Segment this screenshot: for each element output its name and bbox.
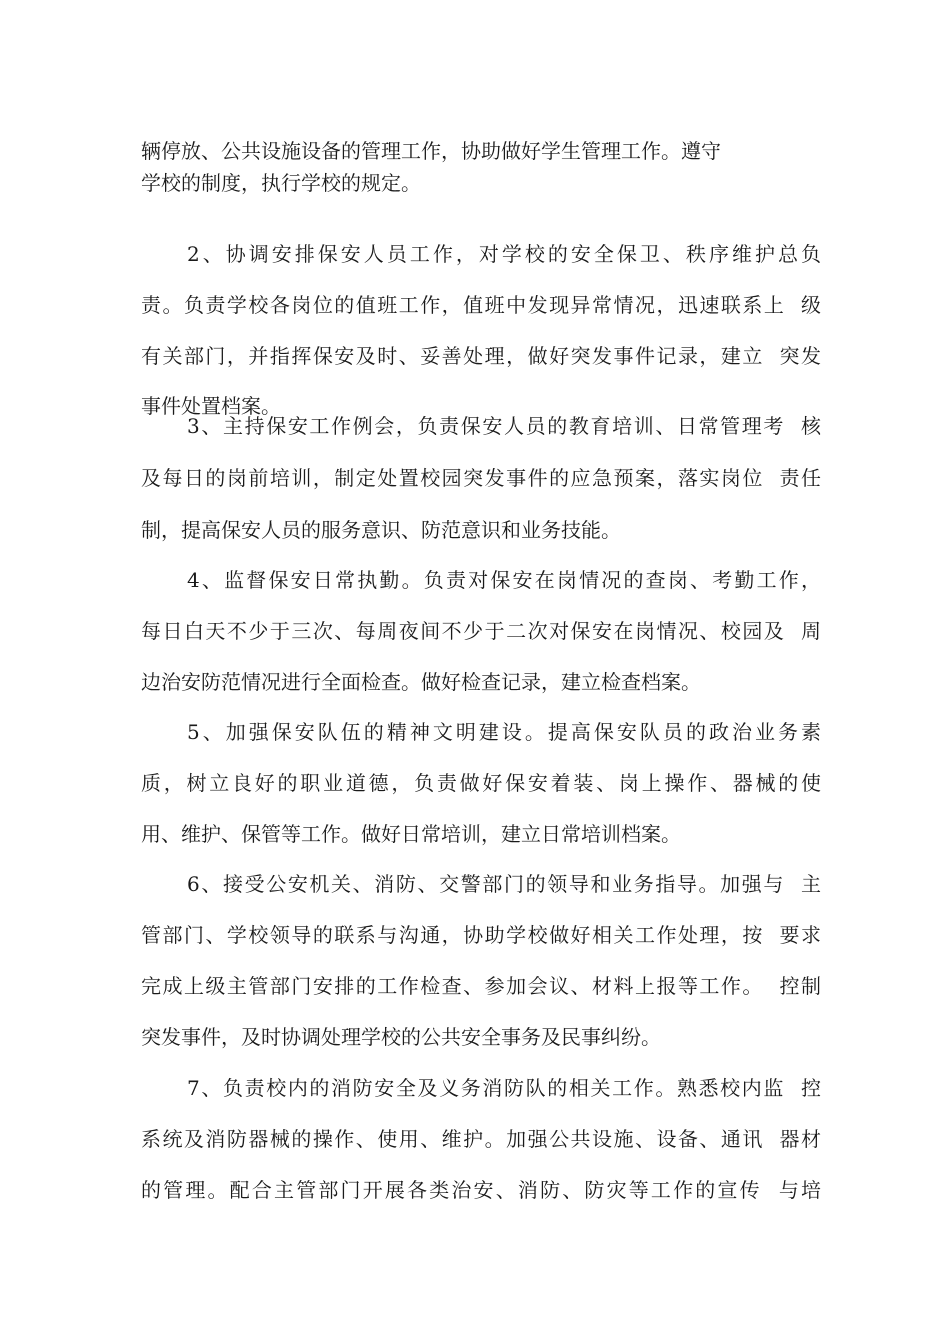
paragraph-2-line: 2、协调安排保安人员工作，对学校的安全保卫、秩序维护总负 [187, 242, 821, 266]
paragraph-7-line: 系统及消防器械的操作、使用、维护。加强公共设施、设备、通讯 器材 [141, 1127, 821, 1151]
paragraph-4-line: 每日白天不少于三次、每周夜间不少于二次对保安在岗情况、校园及 周 [141, 619, 821, 643]
paragraph-3-line: 及每日的岗前培训，制定处置校园突发事件的应急预案，落实岗位 责任 [141, 466, 821, 490]
paragraph-7-line: 的管理。配合主管部门开展各类治安、消防、防灾等工作的宣传 与培 [141, 1178, 821, 1202]
text-line: 学校的制度，执行学校的规定。 [141, 171, 421, 195]
paragraph-3-line: 3、主持保安工作例会，负责保安人员的教育培训、日常管理考 核 [187, 414, 821, 438]
paragraph-6-line: 完成上级主管部门安排的工作检查、参加会议、材料上报等工作。 控制 [141, 974, 821, 998]
paragraph-5-line: 用、维护、保管等工作。做好日常培训，建立日常培训档案。 [141, 822, 681, 846]
paragraph-2-line: 有关部门，并指挥保安及时、妥善处理，做好突发事件记录，建立 突发 [141, 344, 821, 368]
paragraph-5-line: 5、加强保安队伍的精神文明建设。提高保安队员的政治业务素 [187, 720, 821, 744]
paragraph-2-line: 责。负责学校各岗位的值班工作，值班中发现异常情况，迅速联系上 级 [141, 293, 821, 317]
paragraph-6-line: 管部门、学校领导的联系与沟通，协助学校做好相关工作处理，按 要求 [141, 923, 821, 947]
paragraph-3-line: 制，提高保安人员的服务意识、防范意识和业务技能。 [141, 518, 621, 542]
paragraph-4-line: 边治安防范情况进行全面检查。做好检查记录，建立检查档案。 [141, 670, 701, 694]
paragraph-7-line: 7、负责校内的消防安全及义务消防队的相关工作。熟悉校内监 控 [187, 1076, 821, 1100]
paragraph-5-line: 质，树立良好的职业道德，负责做好保安着装、岗上操作、器械的使 [141, 771, 821, 795]
paragraph-6-line: 6、接受公安机关、消防、交警部门的领导和业务指导。加强与 主 [187, 872, 821, 896]
paragraph-2-line: 事件处置档案。 [141, 394, 281, 418]
paragraph-4-line: 4、监督保安日常执勤。负责对保安在岗情况的查岗、考勤工作， [187, 568, 821, 592]
text-line: 辆停放、公共设施设备的管理工作，协助做好学生管理工作。遵守 [141, 139, 721, 163]
paragraph-6-line: 突发事件，及时协调处理学校的公共安全事务及民事纠纷。 [141, 1025, 661, 1049]
